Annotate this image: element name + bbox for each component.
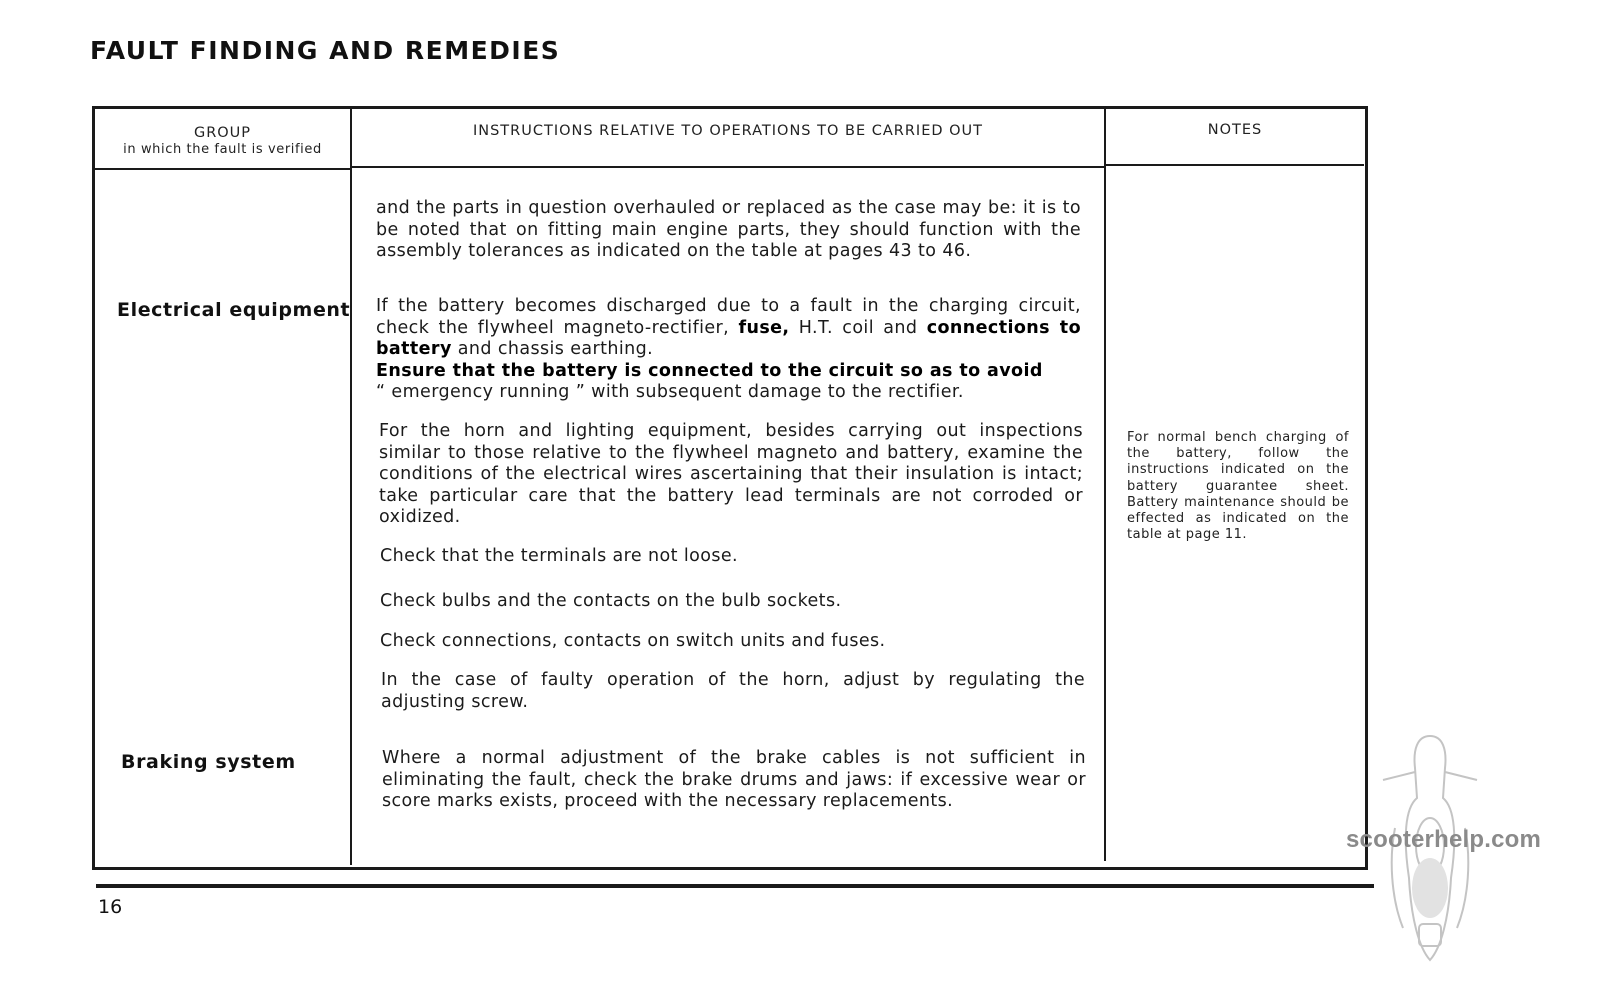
page-title: FAULT FINDING AND REMEDIES (90, 36, 561, 65)
header-group-sub: in which the fault is verified (123, 142, 322, 157)
group-electrical-equipment: Electrical equipment (117, 299, 351, 321)
header-notes: NOTES (1207, 122, 1263, 138)
page-number: 16 (98, 896, 123, 918)
header-group-label: GROUP (193, 125, 252, 141)
column-divider-group (350, 109, 352, 865)
column-divider-notes (1104, 109, 1106, 861)
text-run: H.T. coil and (789, 317, 927, 338)
instruction-paragraph: For the horn and lighting equipment, besides carrying out inspections similar to those relative to the flywheel magneto and battery, examine the conditions of the electrical wires ascertaining that their insulation is intact; take particular care that the battery lead terminals are not corroded or oxidized. (379, 421, 1083, 527)
bold-run: connections to battery (376, 317, 1081, 359)
text-run: If the battery becomes discharged due to a fault in the charging circuit, check the flywheel magneto-rectifier, (376, 296, 1081, 338)
watermark-text: scooterhelp.com (1346, 826, 1542, 853)
instruction-paragraph: Check that the terminals are not loose. (380, 546, 738, 566)
header-instructions: INSTRUCTIONS RELATIVE TO OPERATIONS TO BE CARRIED OUT (472, 123, 984, 139)
text-run: and chassis earthing. (451, 339, 654, 359)
header-group (95, 125, 350, 157)
bold-run: fuse, (738, 317, 790, 338)
bold-run: Ensure that the battery is connected to the circuit so as to avoid (376, 360, 1043, 381)
instruction-paragraph: and the parts in question overhauled or replaced as the case may be: it is to be noted that on fitting main engine parts, they should function with the assembly tolerances as indicated on the table at pages 43 to 46. (376, 198, 1081, 261)
bottom-rule (96, 884, 1374, 888)
note-battery-charging: For normal bench charging of the battery, follow the instructions indicated on the battery guarantee sheet. Battery maintenance should be effected as indicated on the table at page 11. (1127, 430, 1349, 543)
header-rule-group (95, 168, 350, 170)
header-rule-notes (1106, 164, 1364, 166)
instruction-paragraph: Check connections, contacts on switch units and fuses. (380, 631, 886, 651)
instruction-paragraph: In the case of faulty operation of the horn, adjust by regulating the adjusting screw. (381, 670, 1085, 712)
instruction-paragraph: Where a normal adjustment of the brake cables is not sufficient in eliminating the fault, check the brake drums and jaws: if excessive wear or score marks exists, proceed with the necessary replacements. (382, 748, 1086, 811)
group-braking-system: Braking system (121, 751, 296, 773)
header-rule-instructions (352, 166, 1104, 168)
instruction-paragraph: Check bulbs and the contacts on the bulb sockets. (380, 591, 842, 611)
text-run: “ emergency running ” with subsequent damage to the rectifier. (376, 382, 964, 402)
instruction-paragraph-battery (376, 296, 1081, 404)
